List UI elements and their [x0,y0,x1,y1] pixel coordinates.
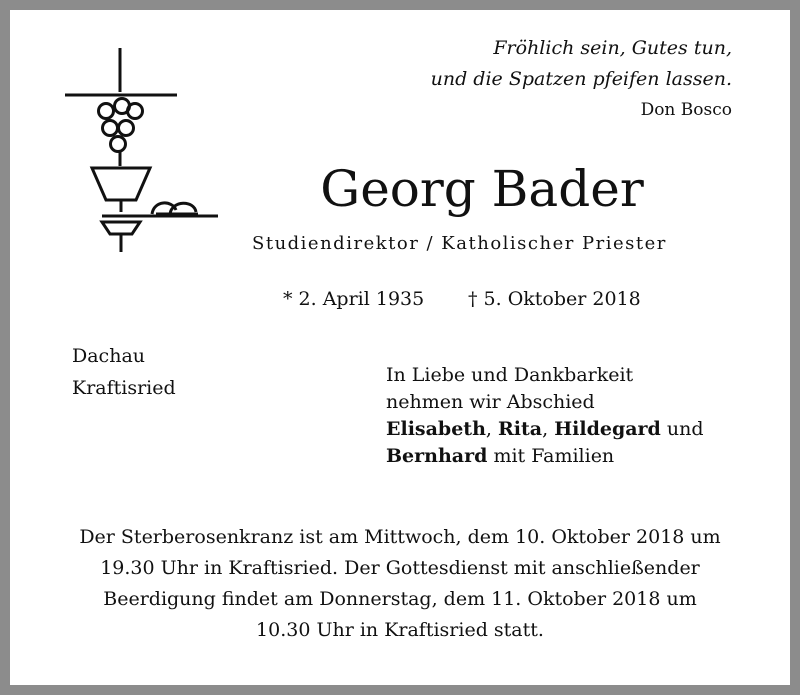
mourners-names-2 [386,445,614,467]
quote [431,33,732,95]
deceased-name-row [0,160,800,218]
quote-line-2: und die Spatzen pfeifen lassen. [430,68,732,90]
deceased-title: Studiendirektor / Katholischer Priester [252,233,667,254]
mourner-name: Bernhard [386,445,488,467]
and-word: und [666,418,704,440]
mourners-suffix: mit Familien [493,445,615,467]
deceased-name: Georg Bader [320,160,644,218]
mourners-line-2: nehmen wir Abschied [386,391,595,413]
death-date: † 5. Oktober 2018 [468,288,641,310]
funeral-notice [0,522,800,646]
birth-date: * 2. April 1935 [283,288,425,310]
notice-line-3: Beerdigung findet am Donnerstag, dem 11. Oktober 2018 um [103,588,697,610]
mourners-names-1: Elisabeth, Rita, Hildegard und [386,418,704,440]
quote-line-1: Fröhlich sein, Gutes tun, [493,37,732,59]
cross-grapes-chalice-bread-icon [60,44,225,259]
place-2: Kraftisried [72,377,176,399]
quote-author: Don Bosco [640,100,732,120]
mourners-line-1: In Liebe und Dankbarkeit [386,364,634,386]
mourner-name: Elisabeth [386,418,486,440]
mourner-name: Hildegard [554,418,661,440]
notice-line-1: Der Sterberosenkranz ist am Mittwoch, dem 10. Oktober 2018 um [79,526,721,548]
notice-line-2: 19.30 Uhr in Kraftisried. Der Gottesdienst mit anschließender [100,557,700,579]
place-1: Dachau [72,345,146,367]
mourner-name: Rita [497,418,543,440]
notice-line-4: 10.30 Uhr in Kraftisried statt. [256,619,544,641]
